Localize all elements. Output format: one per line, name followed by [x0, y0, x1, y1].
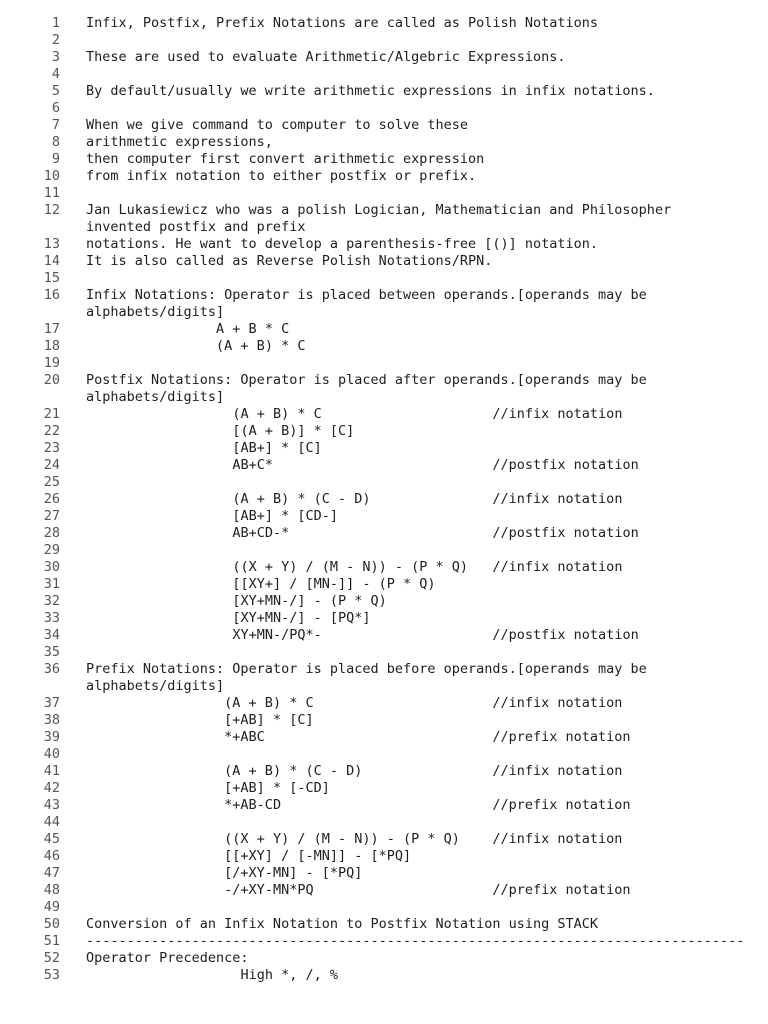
code-line[interactable]	[0, 491, 768, 508]
line-text[interactable]: then computer first convert arithmetic expression	[86, 151, 485, 167]
line-text[interactable]: [/+XY-MN] - [*PQ]	[86, 865, 363, 881]
code-line[interactable]	[0, 49, 768, 66]
line-number: 23	[43, 440, 60, 456]
line-number: 22	[43, 423, 60, 439]
line-number: 32	[43, 593, 60, 609]
line-number: 41	[43, 763, 60, 779]
line-number: 43	[43, 797, 60, 813]
code-line[interactable]	[0, 457, 768, 474]
line-number: 29	[43, 542, 60, 558]
code-line[interactable]	[0, 780, 768, 797]
text-editor[interactable]	[0, 15, 768, 984]
code-line[interactable]	[0, 253, 768, 270]
line-number: 14	[43, 253, 60, 269]
line-text[interactable]: AB+C* //postfix notation	[86, 457, 639, 473]
code-line[interactable]	[0, 32, 768, 49]
line-number: 49	[43, 899, 60, 915]
line-number: 37	[43, 695, 60, 711]
code-line[interactable]	[0, 270, 768, 287]
line-number: 17	[43, 321, 60, 337]
code-line[interactable]	[0, 610, 768, 627]
code-line[interactable]	[0, 202, 768, 236]
line-text[interactable]: notations. He want to develop a parenthesis-free [()] notation.	[86, 236, 599, 252]
code-line[interactable]	[0, 83, 768, 100]
line-number: 39	[43, 729, 60, 745]
code-line[interactable]	[0, 559, 768, 576]
code-line[interactable]	[0, 746, 768, 763]
code-line[interactable]	[0, 712, 768, 729]
line-text[interactable]: When we give command to computer to solve these	[86, 117, 469, 133]
code-line[interactable]	[0, 763, 768, 780]
code-line[interactable]	[0, 338, 768, 355]
code-line[interactable]	[0, 644, 768, 661]
line-text[interactable]: from infix notation to either postfix or prefix.	[86, 168, 477, 184]
line-number: 18	[43, 338, 60, 354]
line-number: 21	[43, 406, 60, 422]
line-number: 25	[43, 474, 60, 490]
code-line[interactable]	[0, 831, 768, 848]
line-number: 40	[43, 746, 60, 762]
code-line[interactable]	[0, 406, 768, 423]
code-line[interactable]	[0, 287, 768, 321]
line-number: 19	[43, 355, 60, 371]
code-line[interactable]	[0, 100, 768, 117]
code-line[interactable]	[0, 729, 768, 746]
line-number: 33	[43, 610, 60, 626]
line-text[interactable]: [(A + B)] * [C]	[86, 423, 355, 439]
line-number: 46	[43, 848, 60, 864]
code-line[interactable]	[0, 321, 768, 338]
code-line[interactable]	[0, 151, 768, 168]
line-number: 7	[51, 117, 60, 133]
line-number: 45	[43, 831, 60, 847]
line-number: 42	[43, 780, 60, 796]
line-text[interactable]: Postfix Notations: Operator is placed after operands.[operands may be alphabets/digits]	[86, 372, 647, 405]
code-line[interactable]	[0, 185, 768, 202]
line-number: 51	[43, 933, 60, 949]
line-number: 35	[43, 644, 60, 660]
line-text[interactable]: (A + B) * C //infix notation	[86, 406, 623, 422]
code-line[interactable]	[0, 236, 768, 253]
code-line[interactable]	[0, 899, 768, 916]
line-number: 2	[51, 32, 60, 48]
line-number: 31	[43, 576, 60, 592]
code-line[interactable]	[0, 474, 768, 491]
code-line[interactable]	[0, 627, 768, 644]
line-text[interactable]: Operator Precedence:	[86, 950, 249, 966]
line-text[interactable]: (A + B) * (C - D) //infix notation	[86, 763, 623, 779]
line-number: 13	[43, 236, 60, 252]
line-text[interactable]: ((X + Y) / (M - N)) - (P * Q) //infix notation	[86, 831, 623, 847]
line-text[interactable]: Prefix Notations: Operator is placed before operands.[operands may be alphabets/digits]	[86, 661, 647, 694]
line-number: 4	[51, 66, 60, 82]
line-number: 28	[43, 525, 60, 541]
line-number: 10	[43, 168, 60, 184]
line-text[interactable]: *+ABC //prefix notation	[86, 729, 631, 745]
line-text[interactable]: A + B * C	[86, 321, 290, 337]
line-number: 52	[43, 950, 60, 966]
code-line[interactable]	[0, 576, 768, 593]
line-text[interactable]: (A + B) * C	[86, 338, 306, 354]
code-line[interactable]	[0, 134, 768, 151]
line-number: 6	[51, 100, 60, 116]
line-text[interactable]: It is also called as Reverse Polish Notations/RPN.	[86, 253, 493, 269]
code-line[interactable]	[0, 355, 768, 372]
line-text[interactable]: High *, /, %	[86, 967, 338, 983]
line-text[interactable]: [[XY+] / [MN-]] - (P * Q)	[86, 576, 436, 592]
line-text[interactable]: Infix Notations: Operator is placed between operands.[operands may be alphabets/digits]	[86, 287, 647, 320]
line-text[interactable]: [+AB] * [C]	[86, 712, 314, 728]
code-line[interactable]	[0, 933, 768, 950]
code-line[interactable]	[0, 66, 768, 83]
line-number: 8	[51, 134, 60, 150]
line-number: 50	[43, 916, 60, 932]
code-line[interactable]	[0, 508, 768, 525]
code-line[interactable]	[0, 814, 768, 831]
code-line[interactable]	[0, 15, 768, 32]
code-line[interactable]	[0, 117, 768, 134]
line-number: 36	[43, 661, 60, 677]
line-number: 9	[51, 151, 60, 167]
line-number: 5	[51, 83, 60, 99]
line-number: 16	[43, 287, 60, 303]
code-line[interactable]	[0, 695, 768, 712]
code-line[interactable]	[0, 848, 768, 865]
line-number: 47	[43, 865, 60, 881]
line-text[interactable]: By default/usually we write arithmetic expressions in infix notations.	[86, 83, 655, 99]
code-line[interactable]	[0, 950, 768, 967]
line-number: 26	[43, 491, 60, 507]
code-line[interactable]	[0, 525, 768, 542]
line-text[interactable]: These are used to evaluate Arithmetic/Algebric Expressions.	[86, 49, 566, 65]
code-line[interactable]	[0, 797, 768, 814]
line-number: 15	[43, 270, 60, 286]
line-number: 1	[51, 15, 60, 31]
line-number: 3	[51, 49, 60, 65]
line-text[interactable]: [+AB] * [-CD]	[86, 780, 330, 796]
line-number: 48	[43, 882, 60, 898]
code-line[interactable]	[0, 542, 768, 559]
line-text[interactable]: -/+XY-MN*PQ //prefix notation	[86, 882, 631, 898]
line-number: 53	[43, 967, 60, 983]
code-line[interactable]	[0, 967, 768, 984]
line-number: 12	[43, 202, 60, 218]
code-line[interactable]	[0, 916, 768, 933]
line-text[interactable]: [AB+] * [CD-]	[86, 508, 338, 524]
line-text[interactable]: ((X + Y) / (M - N)) - (P * Q) //infix notation	[86, 559, 623, 575]
line-text[interactable]: ---------------------------------------------------------------------------------	[86, 933, 745, 949]
line-text[interactable]: [[+XY] / [-MN]] - [*PQ]	[86, 848, 412, 864]
code-line[interactable]	[0, 865, 768, 882]
code-line[interactable]	[0, 423, 768, 440]
line-text[interactable]: Infix, Postfix, Prefix Notations are called as Polish Notations	[86, 15, 599, 31]
line-text[interactable]: (A + B) * (C - D) //infix notation	[86, 491, 623, 507]
code-line[interactable]	[0, 440, 768, 457]
line-number: 11	[43, 185, 60, 201]
line-number: 34	[43, 627, 60, 643]
line-text[interactable]: Jan Lukasiewicz who was a polish Logician, Mathematician and Philosopher invented postfix and prefix	[86, 202, 672, 235]
code-line[interactable]	[0, 168, 768, 185]
line-number: 24	[43, 457, 60, 473]
line-number: 27	[43, 508, 60, 524]
code-line[interactable]	[0, 661, 768, 695]
line-number: 38	[43, 712, 60, 728]
line-number: 30	[43, 559, 60, 575]
line-text[interactable]: Conversion of an Infix Notation to Postfix Notation using STACK	[86, 916, 599, 932]
line-text[interactable]: arithmetic expressions,	[86, 134, 273, 150]
code-line[interactable]	[0, 882, 768, 899]
line-text[interactable]: [XY+MN-/] - [PQ*]	[86, 610, 371, 626]
line-text[interactable]: XY+MN-/PQ*- //postfix notation	[86, 627, 639, 643]
code-line[interactable]	[0, 593, 768, 610]
line-text[interactable]: (A + B) * C //infix notation	[86, 695, 623, 711]
line-number: 20	[43, 372, 60, 388]
code-line[interactable]	[0, 372, 768, 406]
line-text[interactable]: AB+CD-* //postfix notation	[86, 525, 639, 541]
line-text[interactable]: *+AB-CD //prefix notation	[86, 797, 631, 813]
line-text[interactable]: [AB+] * [C]	[86, 440, 322, 456]
line-number: 44	[43, 814, 60, 830]
line-text[interactable]: [XY+MN-/] - (P * Q)	[86, 593, 387, 609]
